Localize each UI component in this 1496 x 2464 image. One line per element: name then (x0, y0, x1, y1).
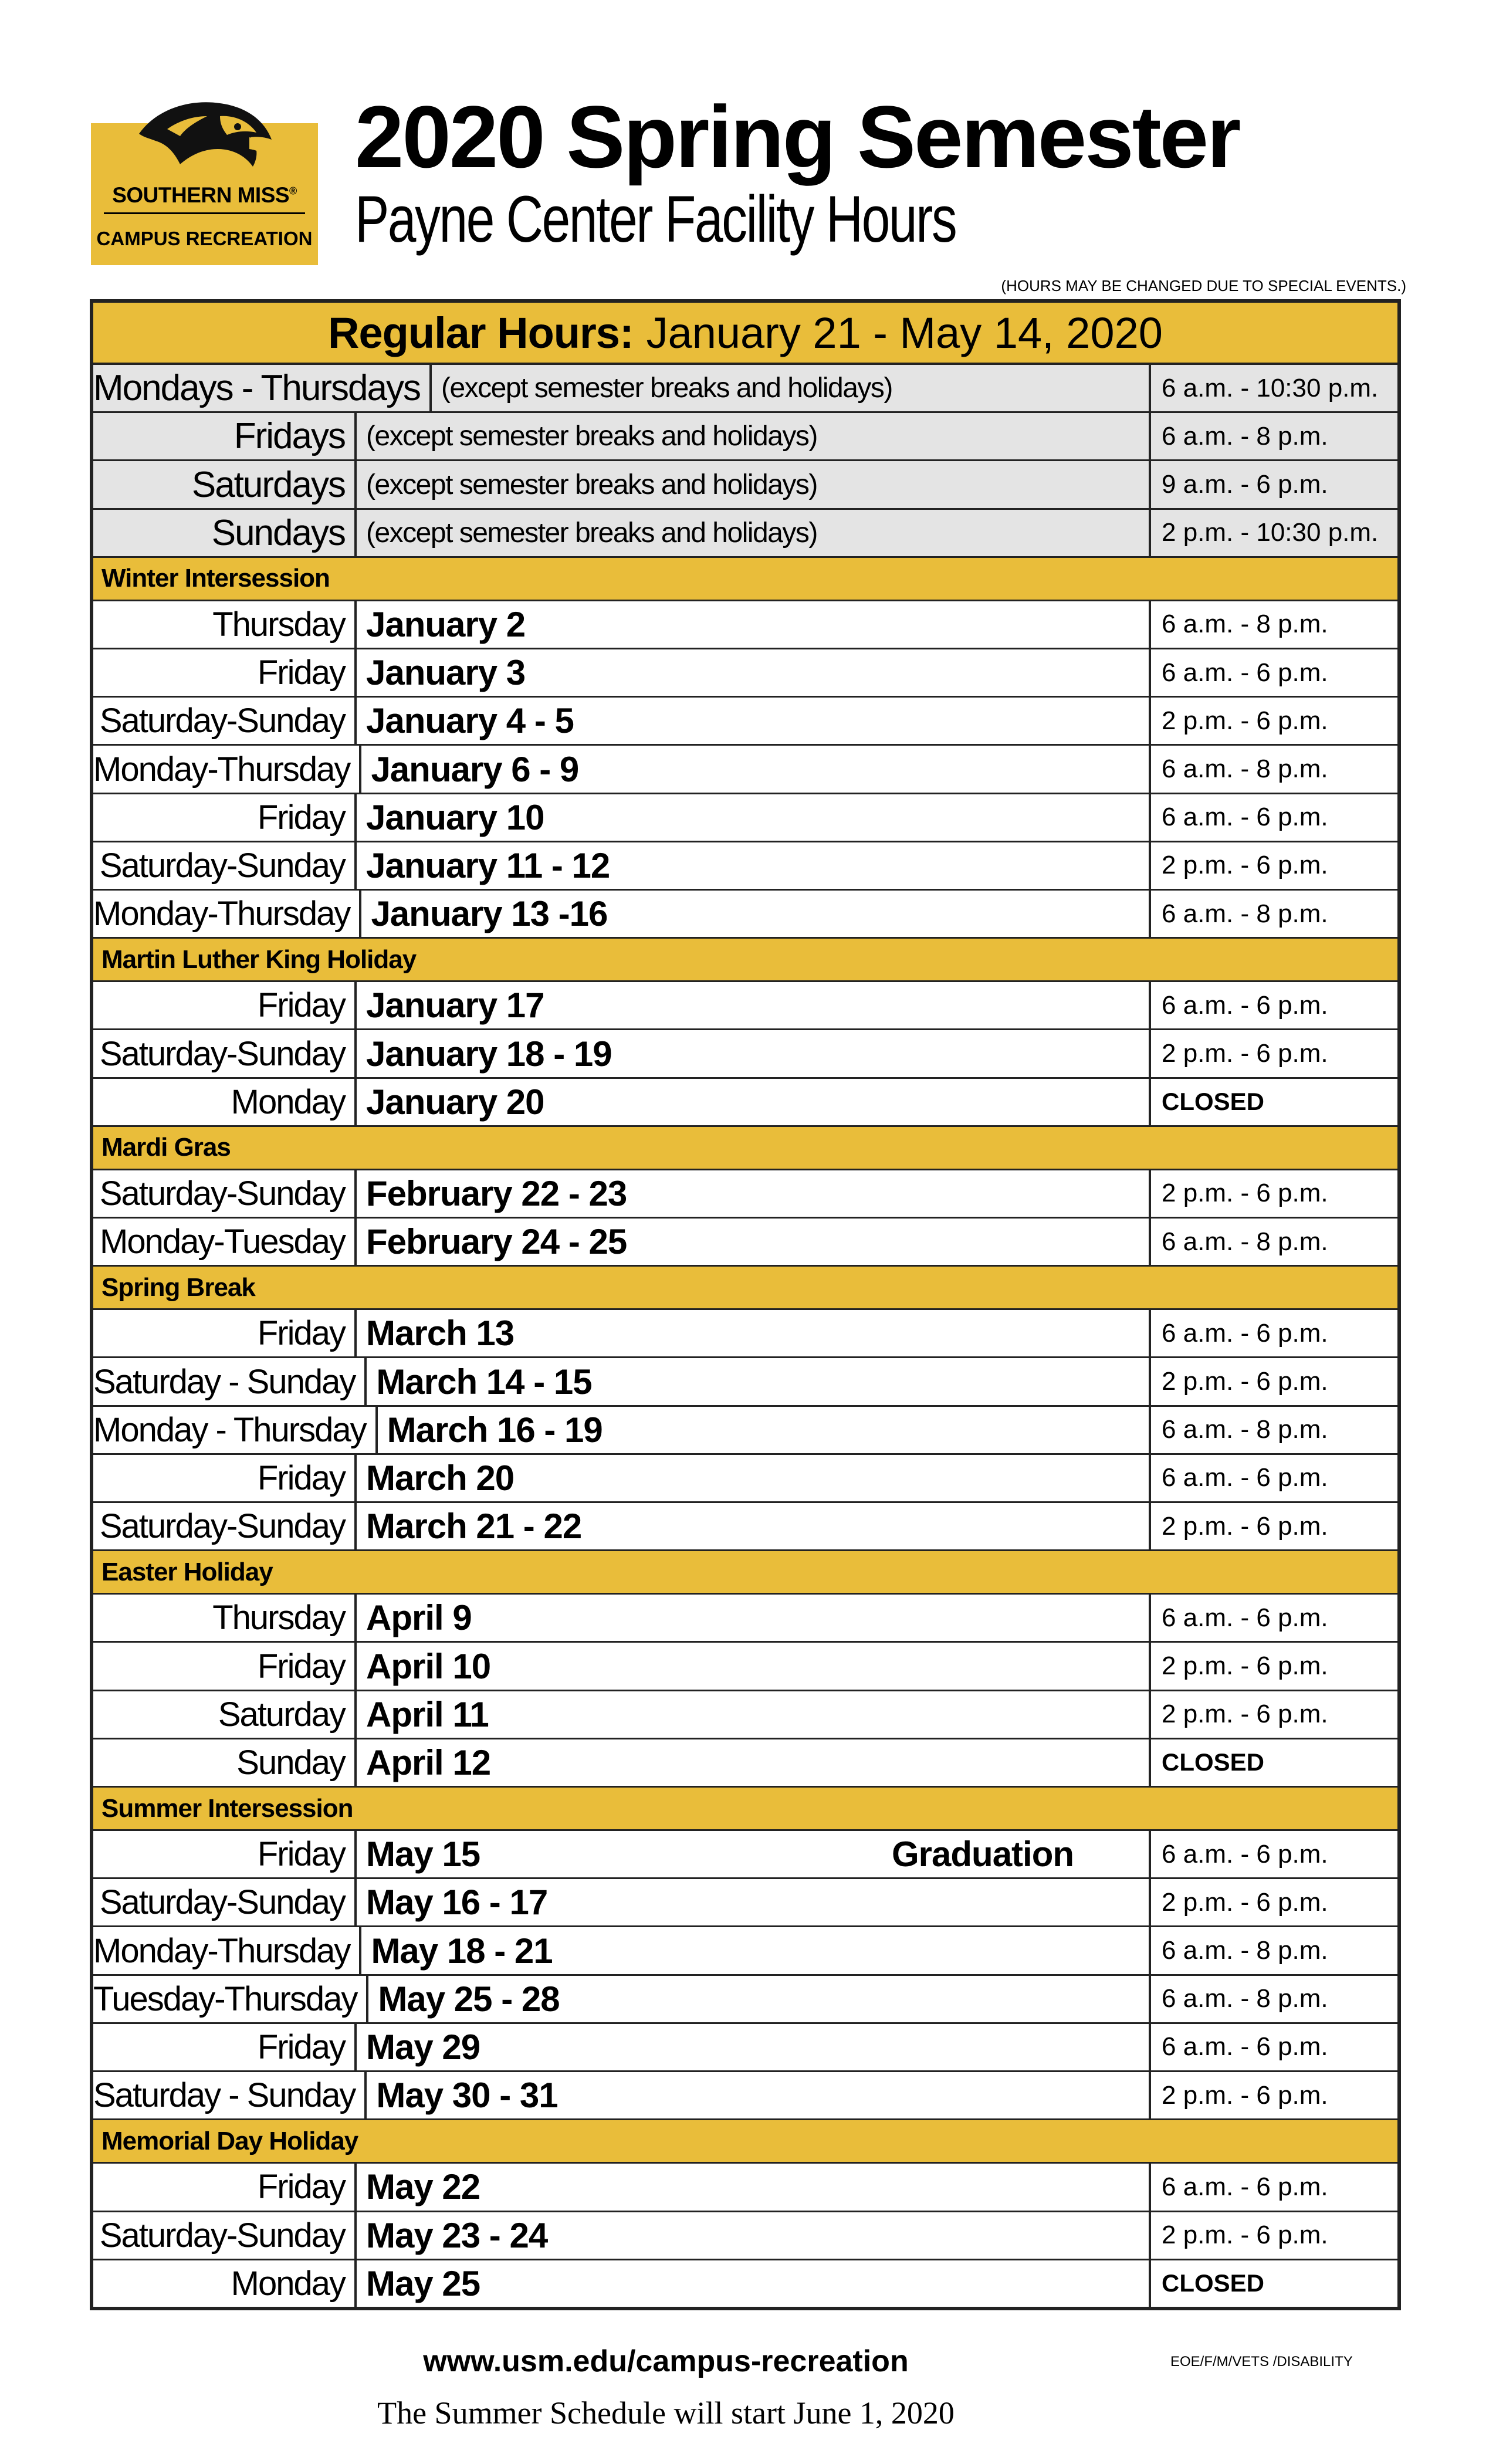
schedule-row (93, 1927, 1397, 1975)
date-text: February 24 - 25 (366, 1222, 627, 1262)
hours-cell: 6 a.m. - 8 p.m. (1162, 754, 1328, 784)
regular-hours-row (93, 461, 1397, 509)
schedule-row (93, 982, 1397, 1030)
section-header: Memorial Day Holiday (93, 2120, 1397, 2164)
day-cell: Saturday-Sunday (93, 1170, 357, 1217)
date-text: January 3 (366, 653, 526, 693)
section-header: Spring Break (93, 1267, 1397, 1310)
date-text: April 9 (366, 1598, 472, 1638)
date-cell (357, 2164, 1151, 2210)
date-cell (357, 982, 1151, 1028)
hours-cell: 2 p.m. - 6 p.m. (1162, 1887, 1328, 1917)
description-cell: (except semester breaks and holidays) (357, 413, 1151, 459)
date-text: March 20 (366, 1458, 515, 1498)
schedule-row (93, 1595, 1397, 1643)
schedule-row (93, 1455, 1397, 1503)
description-cell: (except semester breaks and holidays) (432, 365, 1151, 411)
day-cell: Saturday-Sunday (93, 698, 357, 744)
date-text: January 10 (366, 797, 544, 837)
summer-schedule-note: The Summer Schedule will start June 1, 2020 (377, 2395, 955, 2431)
date-text: January 11 - 12 (366, 845, 610, 885)
day-cell: Thursday (93, 1595, 357, 1641)
date-text: January 2 (366, 604, 526, 644)
day-cell: Friday (93, 982, 357, 1028)
date-text: May 22 (366, 2167, 480, 2207)
logo-name: SOUTHERN MISS® (112, 183, 297, 207)
date-text: May 30 - 31 (376, 2076, 558, 2116)
regular-hours-banner (93, 303, 1397, 365)
logo-divider (104, 212, 305, 214)
schedule-row (93, 1879, 1397, 1927)
date-text: May 18 - 21 (371, 1931, 553, 1971)
schedule-row (93, 2212, 1397, 2260)
schedule-row (93, 2260, 1397, 2307)
schedule-row (93, 746, 1397, 794)
date-cell (378, 1407, 1151, 1453)
eoe-statement: EOE/F/M/VETS /DISABILITY (1170, 2354, 1353, 2370)
regular-hours-label: Regular Hours: (328, 308, 634, 357)
day-cell: Friday (93, 2024, 357, 2070)
date-cell (357, 1219, 1151, 1265)
regular-hours-dates: January 21 - May 14, 2020 (646, 308, 1163, 357)
day-cell: Saturday-Sunday (93, 1879, 357, 1925)
date-text: April 11 (366, 1694, 489, 1734)
schedule-row (93, 649, 1397, 698)
schedule-row (93, 1358, 1397, 1406)
date-text: May 23 - 24 (366, 2215, 548, 2255)
hours-cell: 2 p.m. - 6 p.m. (1162, 851, 1328, 880)
hours-cell: CLOSED (1162, 1088, 1265, 1116)
special-events-note: (HOURS MAY BE CHANGED DUE TO SPECIAL EVENTS.) (1001, 277, 1406, 295)
section-header: Mardi Gras (93, 1127, 1397, 1170)
hours-cell: 2 p.m. - 6 p.m. (1162, 1700, 1328, 1729)
date-text: April 10 (366, 1646, 491, 1686)
date-text: May 16 - 17 (366, 1883, 548, 1923)
hours-cell: 6 a.m. - 6 p.m. (1162, 1603, 1328, 1632)
hours-cell: 6 a.m. - 8 p.m. (1162, 1984, 1328, 2013)
date-cell (357, 601, 1151, 648)
day-cell: Monday-Thursday (93, 891, 361, 937)
day-cell: Mondays - Thursdays (93, 365, 432, 411)
hours-cell: 2 p.m. - 6 p.m. (1162, 1179, 1328, 1208)
hours-cell: 6 a.m. - 8 p.m. (1162, 899, 1328, 928)
hours-cell: 6 a.m. - 6 p.m. (1162, 2032, 1328, 2062)
day-cell: Saturday-Sunday (93, 842, 357, 889)
hours-cell: 6 a.m. - 6 p.m. (1162, 2172, 1328, 2201)
date-cell (357, 698, 1151, 744)
schedule-row (93, 1831, 1397, 1879)
schedule-row (93, 794, 1397, 842)
date-text: May 25 (366, 2263, 480, 2303)
day-cell: Friday (93, 1831, 357, 1877)
date-cell (357, 1079, 1151, 1125)
day-cell: Saturday - Sunday (93, 2072, 367, 2118)
schedule-row (93, 1643, 1397, 1691)
date-text: February 22 - 23 (366, 1173, 627, 1213)
schedule-row (93, 1976, 1397, 2024)
date-cell (361, 746, 1151, 792)
day-cell: Monday-Thursday (93, 1927, 361, 1974)
day-cell: Monday - Thursday (93, 1407, 378, 1453)
date-text: January 17 (366, 986, 544, 1025)
schedule-row (93, 1691, 1397, 1739)
day-cell: Sunday (93, 1739, 357, 1786)
date-cell (357, 794, 1151, 841)
eagle-icon (132, 88, 279, 182)
day-cell: Monday (93, 2260, 357, 2307)
day-cell: Monday (93, 1079, 357, 1125)
page-subtitle: Payne Center Facility Hours (355, 182, 956, 256)
section-header: Martin Luther King Holiday (93, 939, 1397, 982)
page-title: 2020 Spring Semester (355, 87, 1240, 186)
date-text: May 15 (366, 1835, 480, 1874)
day-cell: Monday-Tuesday (93, 1219, 357, 1265)
day-cell: Saturday (93, 1691, 357, 1738)
date-cell (357, 1310, 1151, 1356)
day-cell: Saturday-Sunday (93, 2212, 357, 2259)
hours-cell: 6 a.m. - 6 p.m. (1162, 1839, 1328, 1869)
campus-recreation-logo (91, 123, 318, 265)
hours-cell: 2 p.m. - 6 p.m. (1162, 1511, 1328, 1541)
hours-cell: 6 a.m. - 6 p.m. (1162, 1463, 1328, 1492)
day-cell: Fridays (93, 413, 357, 459)
day-cell: Friday (93, 1455, 357, 1501)
section-header: Winter Intersession (93, 558, 1397, 601)
date-cell (357, 1879, 1151, 1925)
regular-hours-row (93, 510, 1397, 558)
hours-cell: 2 p.m. - 6 p.m. (1162, 1039, 1328, 1068)
date-cell (357, 1831, 1151, 1877)
date-cell (357, 1595, 1151, 1641)
day-cell: Friday (93, 2164, 357, 2210)
date-cell (357, 1691, 1151, 1738)
hours-cell: 6 a.m. - 8 p.m. (1162, 1227, 1328, 1256)
schedule-row (93, 1310, 1397, 1358)
date-cell (357, 1643, 1151, 1689)
regular-hours-row (93, 413, 1397, 461)
day-cell: Tuesday-Thursday (93, 1976, 368, 2022)
event-label: Graduation (892, 1835, 1074, 1874)
hours-cell: 6 a.m. - 10:30 p.m. (1162, 373, 1379, 402)
date-cell (367, 2072, 1151, 2118)
date-cell (368, 1976, 1151, 2022)
date-text: January 6 - 9 (371, 749, 579, 789)
regular-hours-row (93, 365, 1397, 413)
hours-cell: CLOSED (1162, 1748, 1265, 1776)
date-text: March 14 - 15 (376, 1362, 592, 1402)
date-text: April 12 (366, 1742, 491, 1782)
date-text: March 21 - 22 (366, 1507, 582, 1546)
schedule-row (93, 1503, 1397, 1551)
schedule-row (93, 601, 1397, 649)
schedule-row (93, 1030, 1397, 1078)
date-cell (357, 2212, 1151, 2259)
date-text: January 18 - 19 (366, 1034, 612, 1074)
hours-cell: 2 p.m. - 10:30 p.m. (1162, 518, 1379, 547)
date-text: March 16 - 19 (387, 1410, 603, 1450)
date-cell (357, 2260, 1151, 2307)
day-cell: Saturday - Sunday (93, 1358, 367, 1404)
date-cell (361, 891, 1151, 937)
day-cell: Friday (93, 1643, 357, 1689)
date-text: January 13 -16 (371, 894, 608, 934)
date-cell (357, 1739, 1151, 1786)
hours-cell: 6 a.m. - 8 p.m. (1162, 1415, 1328, 1444)
date-cell (361, 1927, 1151, 1974)
day-cell: Saturday-Sunday (93, 1030, 357, 1077)
day-cell: Friday (93, 1310, 357, 1356)
hours-cell: 6 a.m. - 8 p.m. (1162, 1936, 1328, 1965)
hours-cell: 6 a.m. - 6 p.m. (1162, 990, 1328, 1020)
date-cell (357, 1170, 1151, 1217)
schedule-row (93, 2164, 1397, 2212)
date-cell (357, 1503, 1151, 1549)
day-cell: Friday (93, 649, 357, 696)
day-cell: Monday-Thursday (93, 746, 361, 792)
day-cell: Saturday-Sunday (93, 1503, 357, 1549)
logo-subtitle: CAMPUS RECREATION (96, 228, 313, 249)
date-cell (367, 1358, 1151, 1404)
date-text: January 20 (366, 1082, 544, 1122)
hours-cell: 6 a.m. - 6 p.m. (1162, 803, 1328, 832)
website-link[interactable]: www.usm.edu/campus-recreation (423, 2344, 909, 2378)
description-cell: (except semester breaks and holidays) (357, 510, 1151, 556)
date-cell (357, 1030, 1151, 1077)
hours-cell: 6 a.m. - 8 p.m. (1162, 421, 1328, 451)
description-cell: (except semester breaks and holidays) (357, 461, 1151, 507)
hours-cell: 2 p.m. - 6 p.m. (1162, 2080, 1328, 2110)
hours-cell: CLOSED (1162, 2269, 1265, 2297)
hours-cell: 2 p.m. - 6 p.m. (1162, 1651, 1328, 1681)
schedule-row (93, 1407, 1397, 1455)
hours-schedule-table (90, 299, 1401, 2310)
schedule-row (93, 1739, 1397, 1788)
date-text: May 29 (366, 2027, 480, 2067)
schedule-row (93, 842, 1397, 891)
day-cell: Thursday (93, 601, 357, 648)
schedule-row (93, 1219, 1397, 1267)
hours-cell: 6 a.m. - 6 p.m. (1162, 658, 1328, 687)
date-cell (357, 842, 1151, 889)
date-text: March 13 (366, 1314, 515, 1353)
date-text: May 25 - 28 (378, 1979, 560, 2019)
schedule-row (93, 1170, 1397, 1219)
date-cell (357, 2024, 1151, 2070)
schedule-row (93, 698, 1397, 746)
section-header: Summer Intersession (93, 1788, 1397, 1831)
schedule-row (93, 2024, 1397, 2072)
date-text: January 4 - 5 (366, 701, 574, 741)
hours-cell: 2 p.m. - 6 p.m. (1162, 1367, 1328, 1396)
schedule-row (93, 2072, 1397, 2120)
schedule-row (93, 891, 1397, 939)
hours-cell: 9 a.m. - 6 p.m. (1162, 470, 1328, 499)
hours-cell: 6 a.m. - 6 p.m. (1162, 1318, 1328, 1348)
day-cell: Friday (93, 794, 357, 841)
day-cell: Sundays (93, 510, 357, 556)
day-cell: Saturdays (93, 461, 357, 507)
hours-cell: 2 p.m. - 6 p.m. (1162, 2221, 1328, 2250)
hours-cell: 6 a.m. - 8 p.m. (1162, 610, 1328, 639)
hours-cell: 2 p.m. - 6 p.m. (1162, 706, 1328, 735)
section-header: Easter Holiday (93, 1551, 1397, 1595)
date-cell (357, 649, 1151, 696)
schedule-row (93, 1079, 1397, 1127)
date-cell (357, 1455, 1151, 1501)
